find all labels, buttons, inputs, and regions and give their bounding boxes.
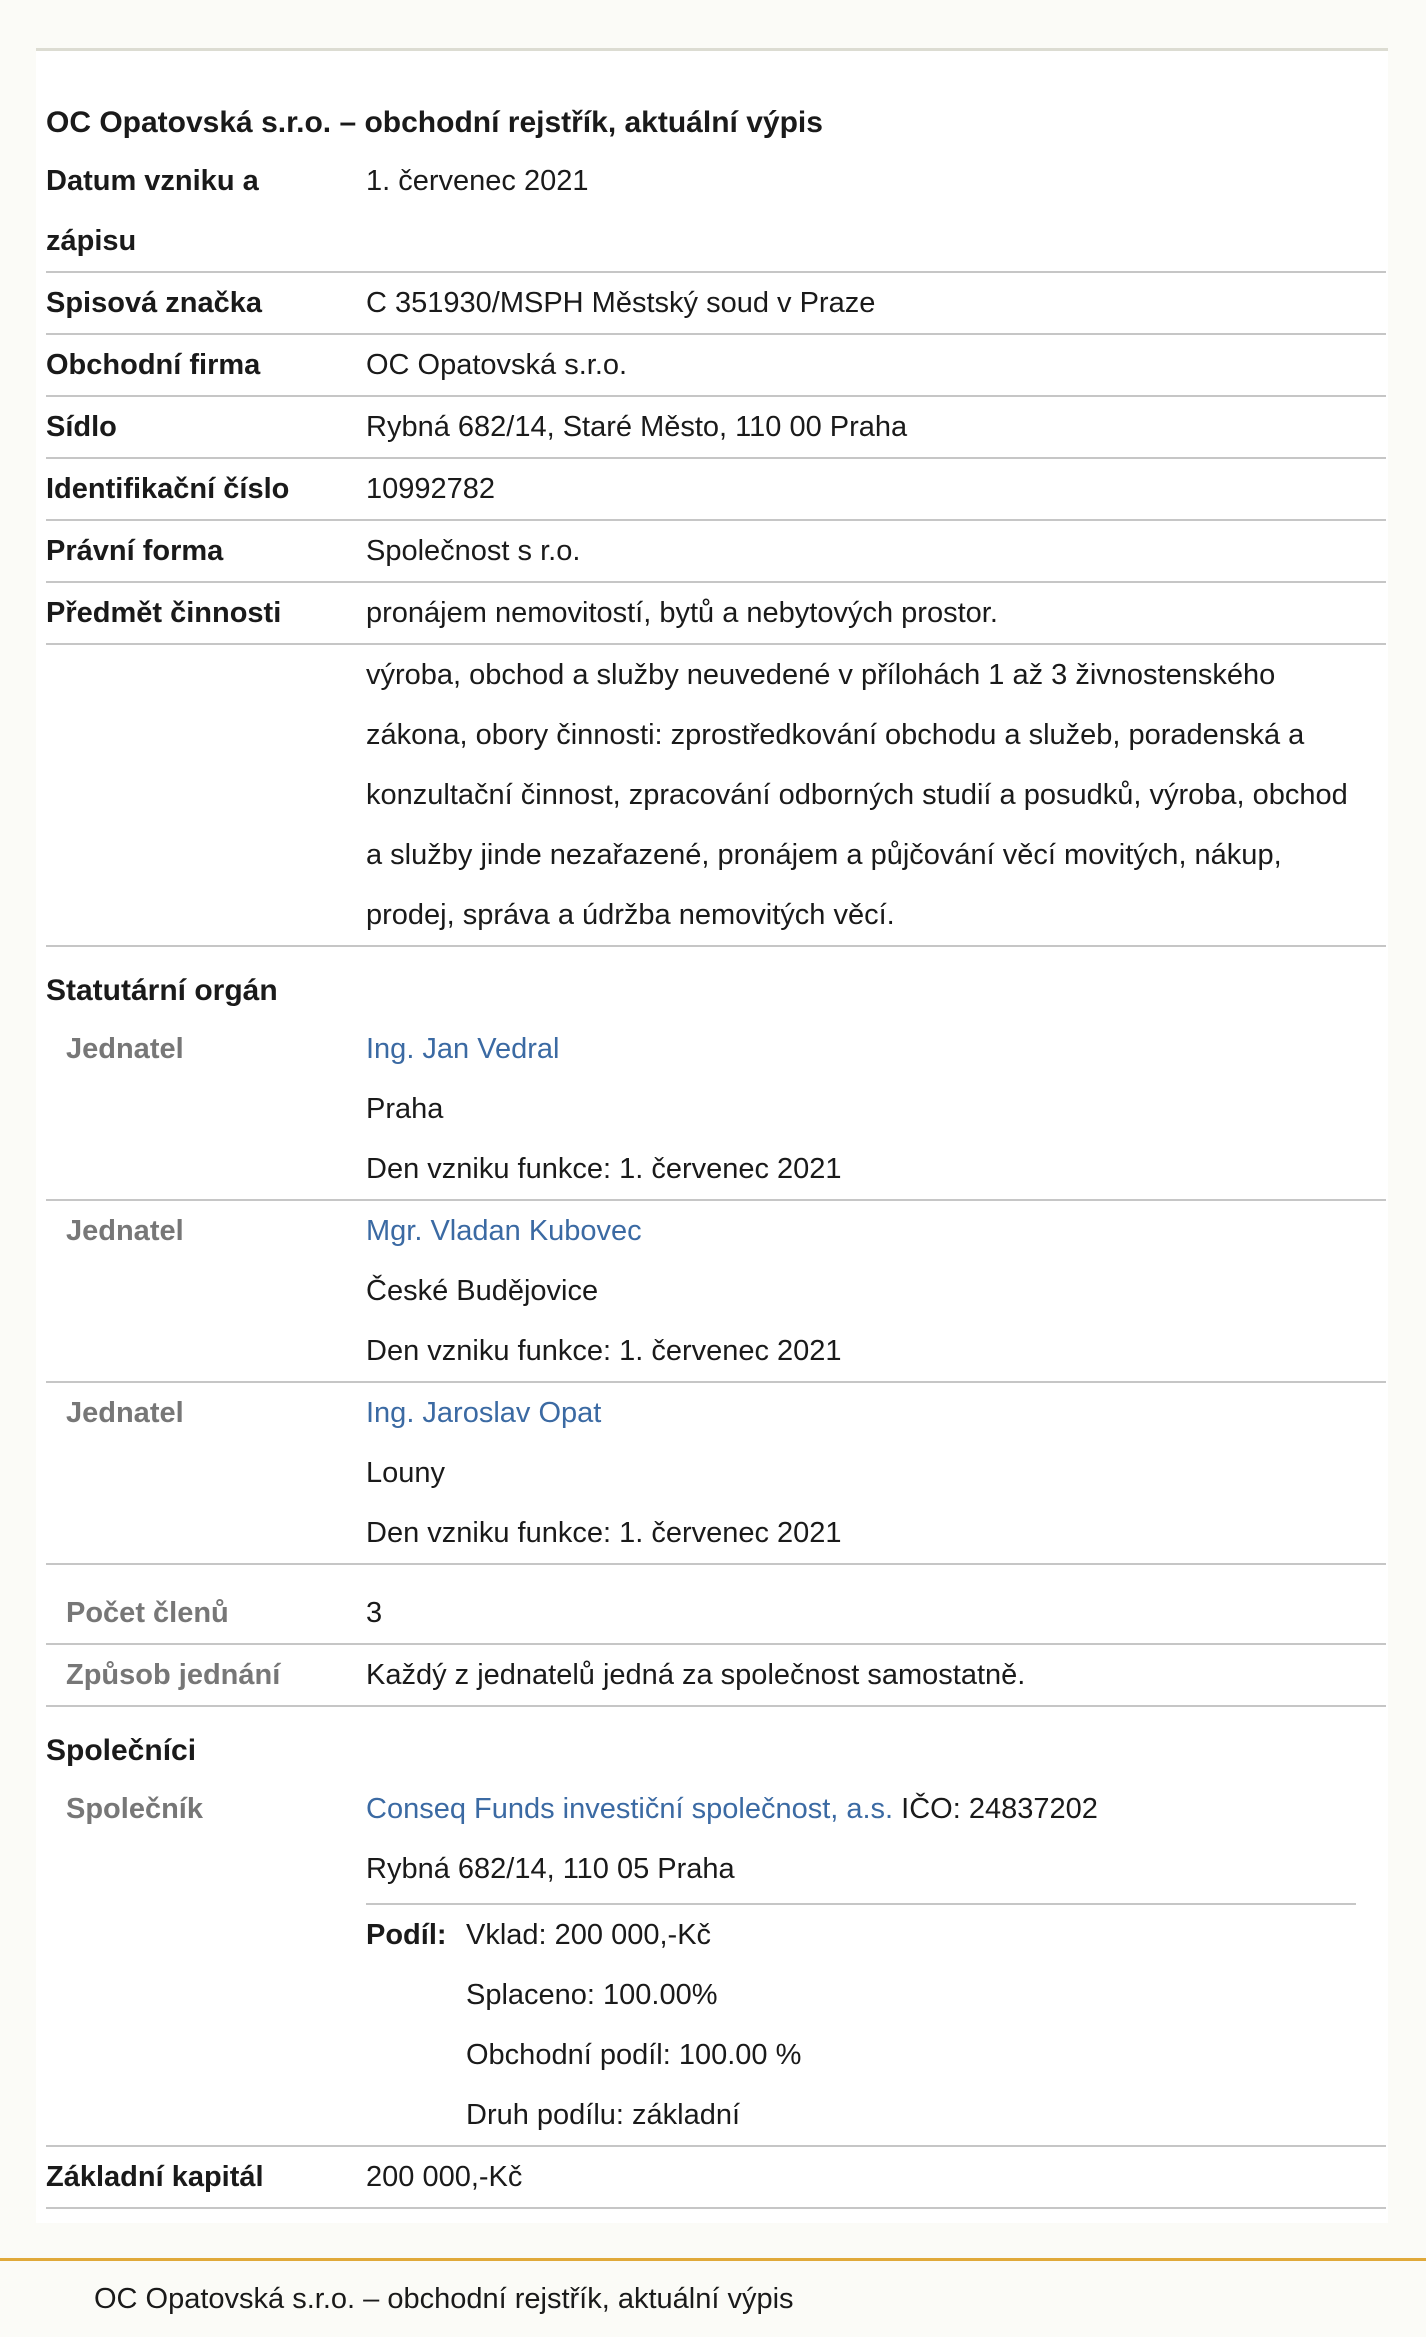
row-zakladni-kapital — [46, 2147, 1386, 2209]
shareholder-role: Společník — [66, 1793, 203, 1825]
share-label: Podíl: — [366, 1919, 447, 1951]
row-label: Základní kapitál — [46, 2161, 264, 2193]
member-details — [366, 1201, 1386, 1381]
row-value: 10992782 — [366, 473, 496, 505]
member-row — [46, 1383, 1386, 1565]
row-label-line: zápisu — [46, 225, 137, 257]
member-details — [366, 1019, 1386, 1199]
share-line: Vklad: 200 000,-Kč — [466, 1919, 712, 1951]
shareholder-address: Rybná 682/14, 110 05 Praha — [366, 1853, 735, 1885]
extract-card — [36, 48, 1388, 2223]
row-value: pronájem nemovitostí, bytů a nebytových prostor. — [366, 597, 998, 629]
shareholder-row — [46, 1779, 1386, 2147]
row-label: Právní forma — [46, 535, 224, 567]
member-since: Den vzniku funkce: 1. červenec 2021 — [366, 1335, 842, 1367]
member-city: Louny — [366, 1457, 446, 1489]
spacer — [46, 1565, 1386, 1583]
page-title: OC Opatovská s.r.o. – obchodní rejstřík, aktuální výpis — [46, 106, 823, 139]
member-name-link[interactable]: Ing. Jan Vedral — [366, 1033, 560, 1065]
row-label-empty — [46, 645, 366, 945]
section-heading-statutarni: Statutární orgán — [46, 974, 278, 1007]
row-value: Každý z jednatelů jedná za společnost samostatně. — [366, 1659, 1026, 1691]
row-pravni-forma — [46, 521, 1386, 583]
row-obchodni-firma — [46, 335, 1386, 397]
share-line: Splaceno: 100.00% — [466, 1979, 718, 2011]
row-identifikacni-cislo — [46, 459, 1386, 521]
row-value: Společnost s r.o. — [366, 535, 581, 567]
shareholder-ico: IČO: 24837202 — [893, 1793, 1098, 1825]
row-label-line: Datum vzniku a — [46, 165, 259, 197]
row-label: Obchodní firma — [46, 349, 261, 381]
member-row — [46, 1201, 1386, 1383]
row-label — [46, 151, 366, 271]
section-heading-spolecnici: Společníci — [46, 1734, 197, 1767]
shareholder-details — [366, 1779, 1386, 2145]
text-line: prodej, správa a údržba nemovitých věcí. — [366, 899, 895, 931]
text-line: zákona, obory činnosti: zprostředkování obchodu a služeb, poradenská a — [366, 719, 1305, 751]
share-details — [466, 1905, 801, 2145]
row-value: 200 000,-Kč — [366, 2161, 523, 2193]
row-value: C 351930/MSPH Městský soud v Praze — [366, 287, 876, 319]
text-line: výroba, obchod a služby neuvedené v přílohách 1 až 3 živnostenského — [366, 659, 1276, 691]
row-label: Spisová značka — [46, 287, 262, 319]
member-since: Den vzniku funkce: 1. červenec 2021 — [366, 1517, 842, 1549]
share-block — [366, 1905, 1386, 2145]
member-name-link[interactable]: Mgr. Vladan Kubovec — [366, 1215, 642, 1247]
member-since: Den vzniku funkce: 1. červenec 2021 — [366, 1153, 842, 1185]
member-row — [46, 1019, 1386, 1201]
member-city: Praha — [366, 1093, 444, 1125]
row-label: Počet členů — [66, 1597, 229, 1629]
member-role: Jednatel — [66, 1397, 184, 1429]
member-role: Jednatel — [66, 1033, 184, 1065]
row-zpusob-jednani — [46, 1645, 1386, 1707]
row-pocet-clenu — [46, 1583, 1386, 1645]
row-predmet-cinnosti — [46, 583, 1386, 645]
row-value: OC Opatovská s.r.o. — [366, 349, 628, 381]
row-value: Rybná 682/14, Staré Město, 110 00 Praha — [366, 411, 908, 443]
member-role: Jednatel — [66, 1215, 184, 1247]
member-details — [366, 1383, 1386, 1563]
row-value: 3 — [366, 1597, 383, 1629]
row-spisova-znacka — [46, 273, 1386, 335]
row-label: Identifikační číslo — [46, 473, 290, 505]
row-predmet-cinnosti-continued — [46, 645, 1386, 947]
share-line: Druh podílu: základní — [466, 2099, 741, 2131]
row-value: 1. červenec 2021 — [366, 165, 589, 197]
shareholder-name-link[interactable]: Conseq Funds investiční společnost, a.s. — [366, 1793, 894, 1825]
member-name-link[interactable]: Ing. Jaroslav Opat — [366, 1397, 602, 1429]
row-sidlo — [46, 397, 1386, 459]
footer-title: OC Opatovská s.r.o. – obchodní rejstřík, aktuální výpis — [94, 2283, 794, 2315]
share-line: Obchodní podíl: 100.00 % — [466, 2039, 802, 2071]
row-label: Sídlo — [46, 411, 117, 443]
row-value-multiline — [366, 645, 1386, 945]
row-datum-vzniku — [46, 151, 1386, 273]
footer — [0, 2258, 1426, 2337]
text-line: a služby jinde nezařazené, pronájem a půjčování věcí movitých, nákup, — [366, 839, 1282, 871]
row-label: Způsob jednání — [66, 1659, 281, 1691]
row-label: Předmět činnosti — [46, 597, 282, 629]
text-line: konzultační činnost, zpracování odborných studií a posudků, výroba, obchod — [366, 779, 1348, 811]
member-city: České Budějovice — [366, 1275, 599, 1307]
extract-content — [46, 51, 1386, 2209]
